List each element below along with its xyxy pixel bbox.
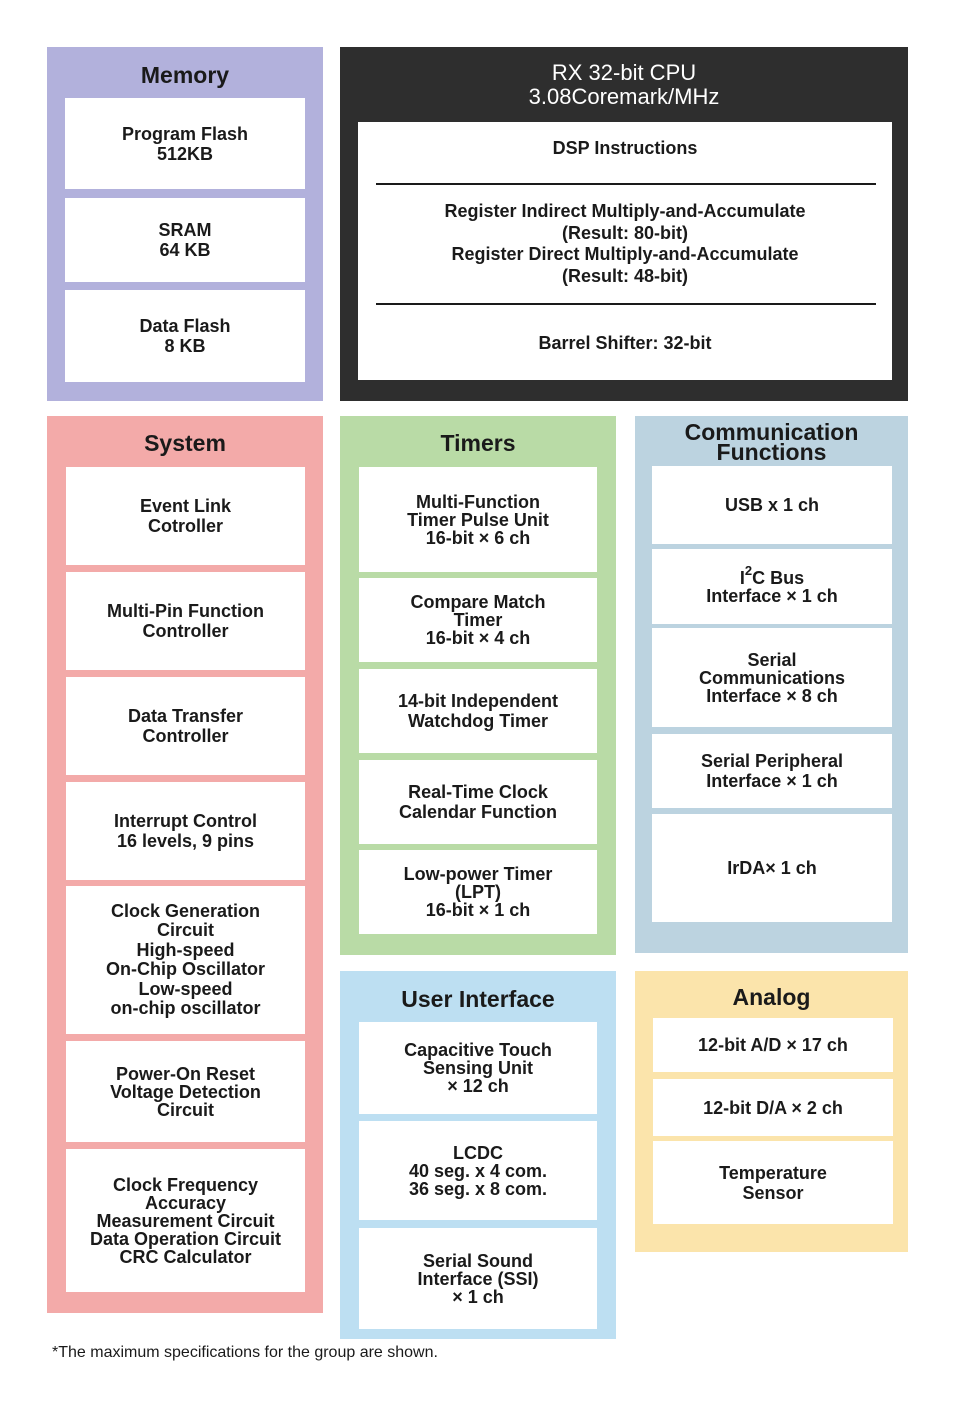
analog-title: Analog bbox=[732, 984, 811, 1010]
timers-panel bbox=[340, 416, 616, 955]
footnote: *The maximum specifications for the group are shown. bbox=[52, 1344, 438, 1361]
memory-item-data-flash: Data Flash 8 KB bbox=[65, 290, 305, 382]
analog-item-da: 12-bit D/A × 2 ch bbox=[653, 1079, 893, 1136]
barrel-shifter: Barrel Shifter: 32-bit bbox=[538, 333, 712, 353]
cpu-panel bbox=[340, 47, 908, 401]
cpu-title: RX 32-bit CPU 3.08Coremark/MHz bbox=[528, 60, 720, 109]
analog-item-temperature: Temperature Sensor bbox=[653, 1141, 893, 1224]
comm-item-sci: Serial Communications Interface × 8 ch bbox=[652, 628, 892, 727]
timers-item-mtu: Multi-Function Timer Pulse Unit 16-bit × 6 ch bbox=[359, 467, 597, 572]
mac-instructions: Register Indirect Multiply-and-Accumulate (Result: 80-bit) Register Direct Multiply-and-Accumulate (Result: 48-bit) bbox=[444, 201, 806, 286]
comm-item-usb: USB x 1 ch bbox=[652, 466, 892, 544]
ui-item-touch: Capacitive Touch Sensing Unit × 12 ch bbox=[359, 1022, 597, 1114]
system-item-dtc: Data Transfer Controller bbox=[66, 677, 305, 775]
ui-item-lcdc: LCDC 40 seg. x 4 com. 36 seg. x 8 com. bbox=[359, 1121, 597, 1220]
dsp-instructions: DSP Instructions bbox=[552, 138, 698, 158]
system-item-event-link: Event Link Cotroller bbox=[66, 467, 305, 565]
system-panel bbox=[47, 416, 323, 1313]
user-interface-panel bbox=[340, 971, 616, 1339]
system-title: System bbox=[144, 430, 226, 456]
analog-item-ad: 12-bit A/D × 17 ch bbox=[653, 1018, 893, 1072]
timers-item-cmt: Compare Match Timer 16-bit × 4 ch bbox=[359, 578, 597, 662]
system-item-clock-gen: Clock Generation Circuit High-speed On-Chip Oscillator Low-speed on-chip oscillator bbox=[66, 886, 305, 1034]
divider bbox=[376, 183, 876, 185]
system-item-power-on-reset: Power-On Reset Voltage Detection Circuit bbox=[66, 1041, 305, 1142]
comm-item-i2c: $I^2C$ Bus Interface × 1 ch bbox=[652, 549, 892, 624]
system-item-multi-pin: Multi-Pin Function Controller bbox=[66, 572, 305, 670]
system-item-interrupt: Interrupt Control 16 levels, 9 pins bbox=[66, 782, 305, 880]
comm-item-spi: Serial Peripheral Interface × 1 ch bbox=[652, 734, 892, 808]
memory-panel bbox=[47, 47, 323, 401]
cpu-features-box bbox=[358, 122, 892, 380]
memory-title: Memory bbox=[140, 62, 230, 88]
timers-item-rtc: Real-Time Clock Calendar Function bbox=[359, 760, 597, 844]
communication-title: Communication Functions bbox=[684, 419, 859, 465]
ui-item-ssi: Serial Sound Interface (SSI) × 1 ch bbox=[359, 1228, 597, 1329]
timers-item-lpt: Low-power Timer (LPT) 16-bit × 1 ch bbox=[359, 850, 597, 934]
analog-panel bbox=[635, 971, 908, 1252]
comm-item-irda: IrDA× 1 ch bbox=[652, 814, 892, 922]
memory-item-sram: SRAM 64 KB bbox=[65, 198, 305, 282]
memory-item-program-flash: Program Flash 512KB bbox=[65, 98, 305, 189]
timers-title: Timers bbox=[440, 430, 516, 456]
divider bbox=[376, 303, 876, 305]
system-item-clock-frequency: Clock Frequency Accuracy Measurement Circuit Data Operation Circuit CRC Calculator bbox=[66, 1149, 305, 1292]
timers-item-watchdog: 14-bit Independent Watchdog Timer bbox=[359, 669, 597, 753]
communication-panel bbox=[635, 416, 908, 953]
user-interface-title: User Interface bbox=[401, 986, 555, 1012]
